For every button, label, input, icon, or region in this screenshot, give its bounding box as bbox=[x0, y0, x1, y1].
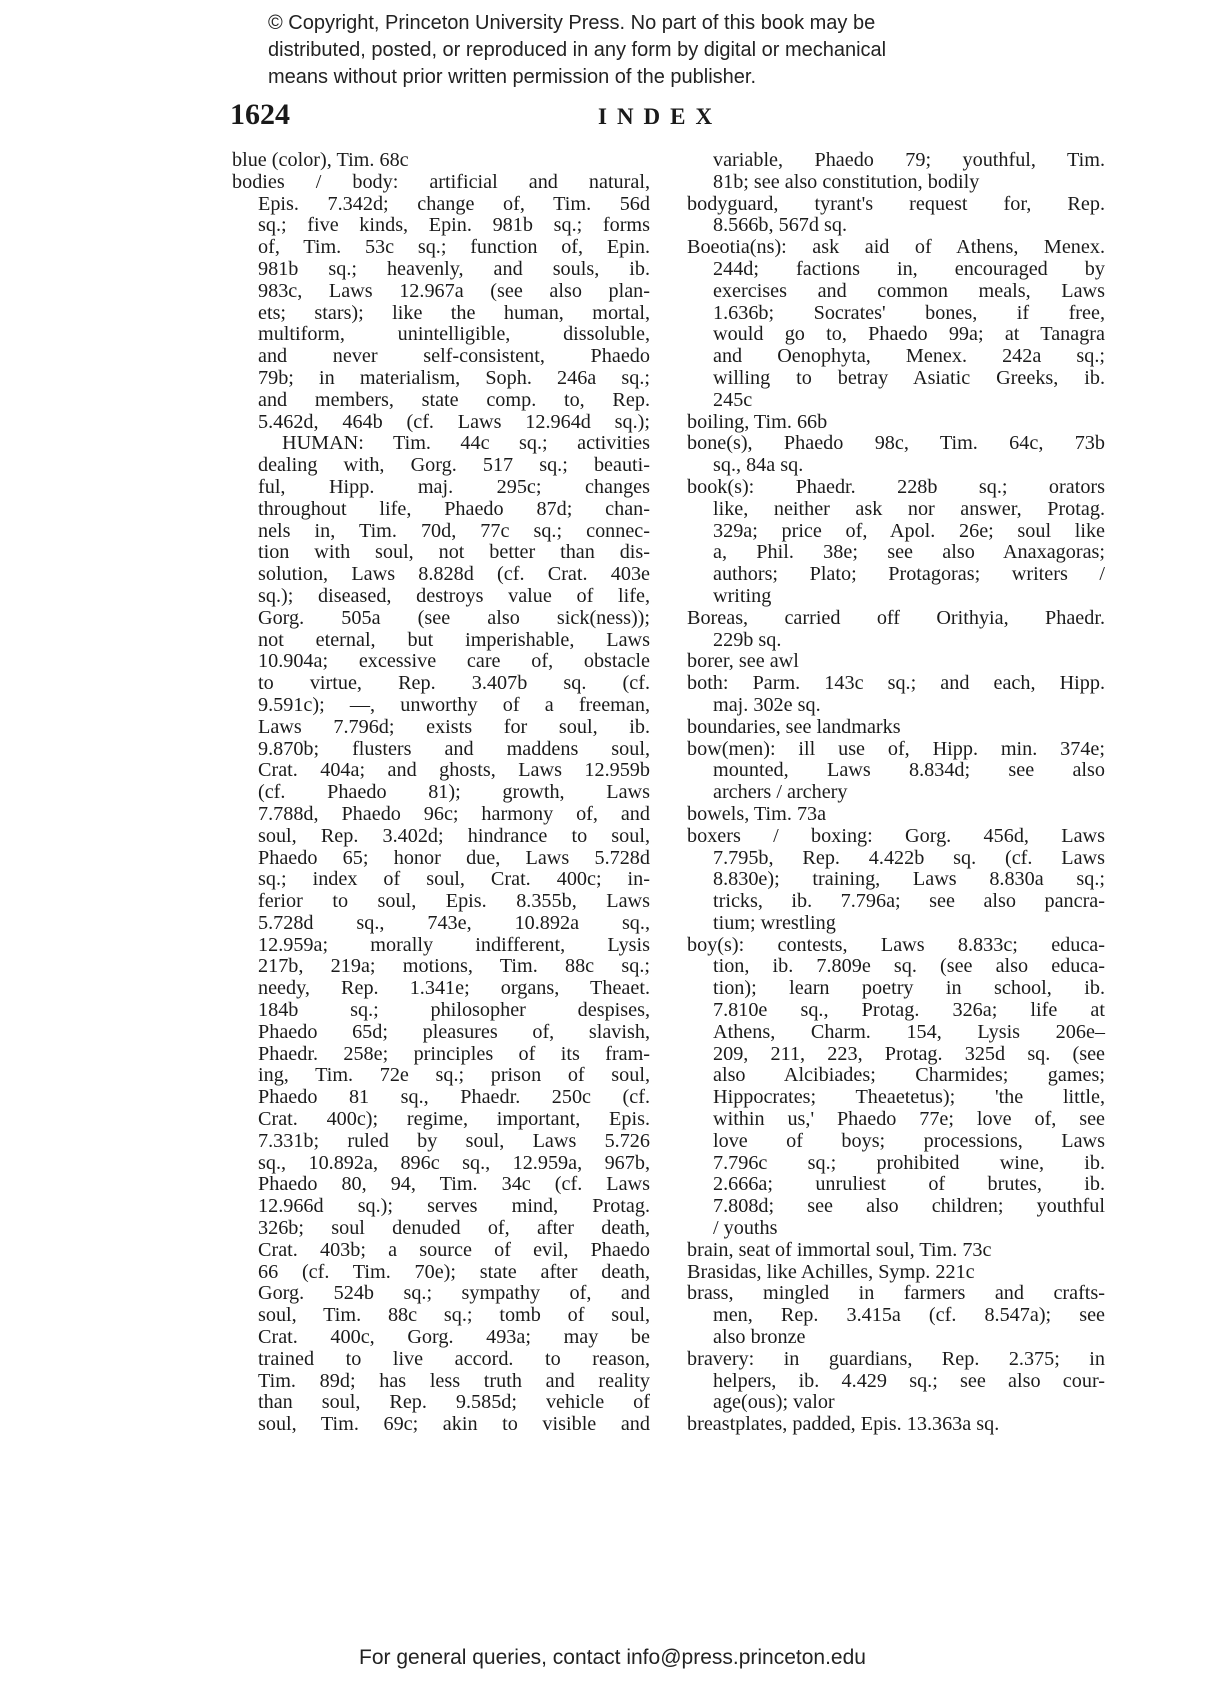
index-line: Crat. 400c); regime, important, Epis. bbox=[258, 1108, 650, 1131]
index-line: 9.870b; flusters and maddens soul, bbox=[258, 737, 650, 760]
index-line: and members, state comp. to, Rep. bbox=[258, 388, 650, 411]
index-line: 1.636b; Socrates' bones, if free, bbox=[713, 301, 1105, 324]
index-line: also Alcibiades; Charmides; games; bbox=[713, 1064, 1105, 1087]
index-line: needy, Rep. 1.341e; organs, Theaet. bbox=[258, 977, 650, 1000]
index-line: like, neither ask nor answer, Protag. bbox=[713, 497, 1105, 520]
index-line: Athens, Charm. 154, Lysis 206e– bbox=[713, 1020, 1105, 1043]
index-line: tricks, ib. 7.796a; see also pancra- bbox=[713, 890, 1105, 913]
index-line: men, Rep. 3.415a (cf. 8.547a); see bbox=[713, 1304, 1105, 1327]
index-line: 326b; soul denuded of, after death, bbox=[258, 1217, 650, 1240]
index-line: Phaedo 65; honor due, Laws 5.728d bbox=[258, 846, 650, 869]
copyright-line: means without prior written permission of the publisher. bbox=[268, 66, 757, 88]
index-line: 8.830e); training, Laws 8.830a sq.; bbox=[713, 868, 1105, 891]
index-line: 7.795b, Rep. 4.422b sq. (cf. Laws bbox=[713, 846, 1105, 869]
index-line: both: Parm. 143c sq.; and each, Hipp. bbox=[687, 672, 1105, 695]
index-line: sq.); diseased, destroys value of life, bbox=[258, 584, 650, 607]
index-line: Crat. 403b; a source of evil, Phaedo bbox=[258, 1238, 650, 1261]
index-line: 7.796c sq.; prohibited wine, ib. bbox=[713, 1151, 1105, 1174]
index-line: 983c, Laws 12.967a (see also plan- bbox=[258, 279, 650, 302]
index-line: and Oenophyta, Menex. 242a sq.; bbox=[713, 345, 1105, 368]
index-line: Boreas, carried off Orithyia, Phaedr. bbox=[687, 606, 1105, 629]
index-line: soul, Rep. 3.402d; hindrance to soul, bbox=[258, 824, 650, 847]
index-line: throughout life, Phaedo 87d; chan- bbox=[258, 497, 650, 520]
index-line: 12.959a; morally indifferent, Lysis bbox=[258, 933, 650, 956]
index-line: mounted, Laws 8.834d; see also bbox=[713, 759, 1105, 782]
index-line: exercises and common meals, Laws bbox=[713, 279, 1105, 302]
index-line: HUMAN: Tim. 44c sq.; activities bbox=[282, 432, 650, 455]
index-line: tion with soul, not better than dis- bbox=[258, 541, 650, 564]
index-column-right bbox=[687, 150, 1105, 1436]
index-line: borer, see awl bbox=[687, 650, 799, 673]
index-line: ets; stars); like the human, mortal, bbox=[258, 301, 650, 324]
index-line: sq., 10.892a, 896c sq., 12.959a, 967b, bbox=[258, 1151, 650, 1174]
index-line: 229b sq. bbox=[713, 628, 782, 651]
index-line: 184b sq.; philosopher despises, bbox=[258, 999, 650, 1022]
index-line: than soul, Rep. 9.585d; vehicle of bbox=[258, 1391, 650, 1414]
index-line: 209, 211, 223, Protag. 325d sq. (see bbox=[713, 1042, 1105, 1065]
index-line: Boeotia(ns): ask aid of Athens, Menex. bbox=[687, 236, 1105, 259]
index-line: a, Phil. 38e; see also Anaxagoras; bbox=[713, 541, 1105, 564]
index-line: brain, seat of immortal soul, Tim. 73c bbox=[687, 1238, 992, 1261]
copyright-line: distributed, posted, or reproduced in any form by digital or mechanical bbox=[268, 39, 887, 61]
index-line: Tim. 89d; has less truth and reality bbox=[258, 1369, 650, 1392]
index-line: boiling, Tim. 66b bbox=[687, 410, 828, 433]
index-line: 12.966d sq.); serves mind, Protag. bbox=[258, 1195, 650, 1218]
index-line: bravery: in guardians, Rep. 2.375; in bbox=[687, 1347, 1105, 1370]
index-line: 7.810e sq., Protag. 326a; life at bbox=[713, 999, 1105, 1022]
index-line: Phaedo 81 sq., Phaedr. 250c (cf. bbox=[258, 1086, 650, 1109]
index-line: boundaries, see landmarks bbox=[687, 715, 901, 738]
index-line: 244d; factions in, encouraged by bbox=[713, 257, 1105, 280]
index-line: not eternal, but imperishable, Laws bbox=[258, 628, 650, 651]
index-line: of, Tim. 53c sq.; function of, Epin. bbox=[258, 236, 650, 259]
index-line: bodyguard, tyrant's request for, Rep. bbox=[687, 192, 1105, 215]
index-line: 10.904a; excessive care of, obstacle bbox=[258, 650, 650, 673]
index-line: solution, Laws 8.828d (cf. Crat. 403e bbox=[258, 563, 650, 586]
index-line: also bronze bbox=[713, 1326, 806, 1349]
index-line: 81b; see also constitution, bodily bbox=[713, 170, 980, 193]
index-line: to virtue, Rep. 3.407b sq. (cf. bbox=[258, 672, 650, 695]
index-line: 2.666a; unruliest of brutes, ib. bbox=[713, 1173, 1105, 1196]
index-line: sq.; index of soul, Crat. 400c; in- bbox=[258, 868, 650, 891]
index-line: Epis. 7.342d; change of, Tim. 56d bbox=[258, 192, 650, 215]
index-line: 5.462d, 464b (cf. Laws 12.964d sq.); bbox=[258, 410, 650, 433]
index-line: age(ous); valor bbox=[713, 1391, 835, 1414]
index-line: 7.808d; see also children; youthful bbox=[713, 1195, 1105, 1218]
index-line: writing bbox=[713, 584, 772, 607]
index-line: Phaedr. 258e; principles of its fram- bbox=[258, 1042, 650, 1065]
index-line: ful, Hipp. maj. 295c; changes bbox=[258, 475, 650, 498]
index-line: multiform, unintelligible, dissoluble, bbox=[258, 323, 650, 346]
index-line: 329a; price of, Apol. 26e; soul like bbox=[713, 519, 1105, 542]
copyright-notice bbox=[268, 10, 1028, 91]
index-line: Gorg. 505a (see also sick(ness)); bbox=[258, 606, 650, 629]
index-line: soul, Tim. 69c; akin to visible and bbox=[258, 1413, 650, 1436]
index-line: boy(s): contests, Laws 8.833c; educa- bbox=[687, 933, 1105, 956]
index-line: boxers / boxing: Gorg. 456d, Laws bbox=[687, 824, 1105, 847]
index-line: nels in, Tim. 70d, 77c sq.; connec- bbox=[258, 519, 650, 542]
index-line: Crat. 404a; and ghosts, Laws 12.959b bbox=[258, 759, 650, 782]
index-line: 7.331b; ruled by soul, Laws 5.726 bbox=[258, 1129, 650, 1152]
index-line: bodies / body: artificial and natural, bbox=[232, 170, 650, 193]
index-line: Phaedo 80, 94, Tim. 34c (cf. Laws bbox=[258, 1173, 650, 1196]
index-line: 245c bbox=[713, 388, 753, 411]
index-line: tion, ib. 7.809e sq. (see also educa- bbox=[713, 955, 1105, 978]
index-line: 66 (cf. Tim. 70e); state after death, bbox=[258, 1260, 650, 1283]
copyright-line: © Copyright, Princeton University Press. No part of this book may be bbox=[268, 12, 876, 34]
index-line: 8.566b, 567d sq. bbox=[713, 214, 848, 237]
index-line: brass, mingled in farmers and crafts- bbox=[687, 1282, 1105, 1305]
index-line: tion); learn poetry in school, ib. bbox=[713, 977, 1105, 1000]
index-column-left bbox=[232, 150, 650, 1436]
index-line: helpers, ib. 4.429 sq.; see also cour- bbox=[713, 1369, 1105, 1392]
page-number: 1624 bbox=[230, 98, 290, 131]
index-line: within us,' Phaedo 77e; love of, see bbox=[713, 1108, 1105, 1131]
index-line: Phaedo 65d; pleasures of, slavish, bbox=[258, 1020, 650, 1043]
index-line: (cf. Phaedo 81); growth, Laws bbox=[258, 781, 650, 804]
footer-contact: For general queries, contact info@press.princeton.edu bbox=[359, 1646, 866, 1669]
index-line: authors; Plato; Protagoras; writers / bbox=[713, 563, 1105, 586]
index-line: book(s): Phaedr. 228b sq.; orators bbox=[687, 475, 1105, 498]
index-line: sq.; five kinds, Epin. 981b sq.; forms bbox=[258, 214, 650, 237]
index-line: 981b sq.; heavenly, and souls, ib. bbox=[258, 257, 650, 280]
index-line: variable, Phaedo 79; youthful, Tim. bbox=[713, 149, 1105, 171]
running-head: INDEX bbox=[598, 104, 723, 129]
index-line: 9.591c); —, unworthy of a freeman, bbox=[258, 693, 650, 716]
index-line: Laws 7.796d; exists for soul, ib. bbox=[258, 715, 650, 738]
index-line: breastplates, padded, Epis. 13.363a sq. bbox=[687, 1413, 1000, 1436]
index-line: sq., 84a sq. bbox=[713, 454, 804, 477]
index-line: bone(s), Phaedo 98c, Tim. 64c, 73b bbox=[687, 432, 1105, 455]
index-line: blue (color), Tim. 68c bbox=[232, 149, 409, 171]
index-line: willing to betray Asiatic Greeks, ib. bbox=[713, 366, 1105, 389]
index-line: Hippocrates; Theaetetus); 'the little, bbox=[713, 1086, 1105, 1109]
index-line: love of boys; processions, Laws bbox=[713, 1129, 1105, 1152]
index-line: 5.728d sq., 743e, 10.892a sq., bbox=[258, 911, 650, 934]
index-line: and never self-consistent, Phaedo bbox=[258, 345, 650, 368]
index-line: would go to, Phaedo 99a; at Tanagra bbox=[713, 323, 1105, 346]
index-line: / youths bbox=[713, 1217, 778, 1240]
index-line: 7.788d, Phaedo 96c; harmony of, and bbox=[258, 802, 650, 825]
index-line: dealing with, Gorg. 517 sq.; beauti- bbox=[258, 454, 650, 477]
index-line: maj. 302e sq. bbox=[713, 693, 821, 716]
index-line: trained to live accord. to reason, bbox=[258, 1347, 650, 1370]
index-line: ferior to soul, Epis. 8.355b, Laws bbox=[258, 890, 650, 913]
index-line: tium; wrestling bbox=[713, 911, 836, 934]
index-line: ing, Tim. 72e sq.; prison of soul, bbox=[258, 1064, 650, 1087]
index-line: Brasidas, like Achilles, Symp. 221c bbox=[687, 1260, 975, 1283]
index-line: 79b; in materialism, Soph. 246a sq.; bbox=[258, 366, 650, 389]
index-line: soul, Tim. 88c sq.; tomb of soul, bbox=[258, 1304, 650, 1327]
index-line: Gorg. 524b sq.; sympathy of, and bbox=[258, 1282, 650, 1305]
index-line: archers / archery bbox=[713, 781, 848, 804]
index-line: bow(men): ill use of, Hipp. min. 374e; bbox=[687, 737, 1105, 760]
index-line: bowels, Tim. 73a bbox=[687, 802, 827, 825]
index-line: Crat. 400c, Gorg. 493a; may be bbox=[258, 1326, 650, 1349]
index-line: 217b, 219a; motions, Tim. 88c sq.; bbox=[258, 955, 650, 978]
